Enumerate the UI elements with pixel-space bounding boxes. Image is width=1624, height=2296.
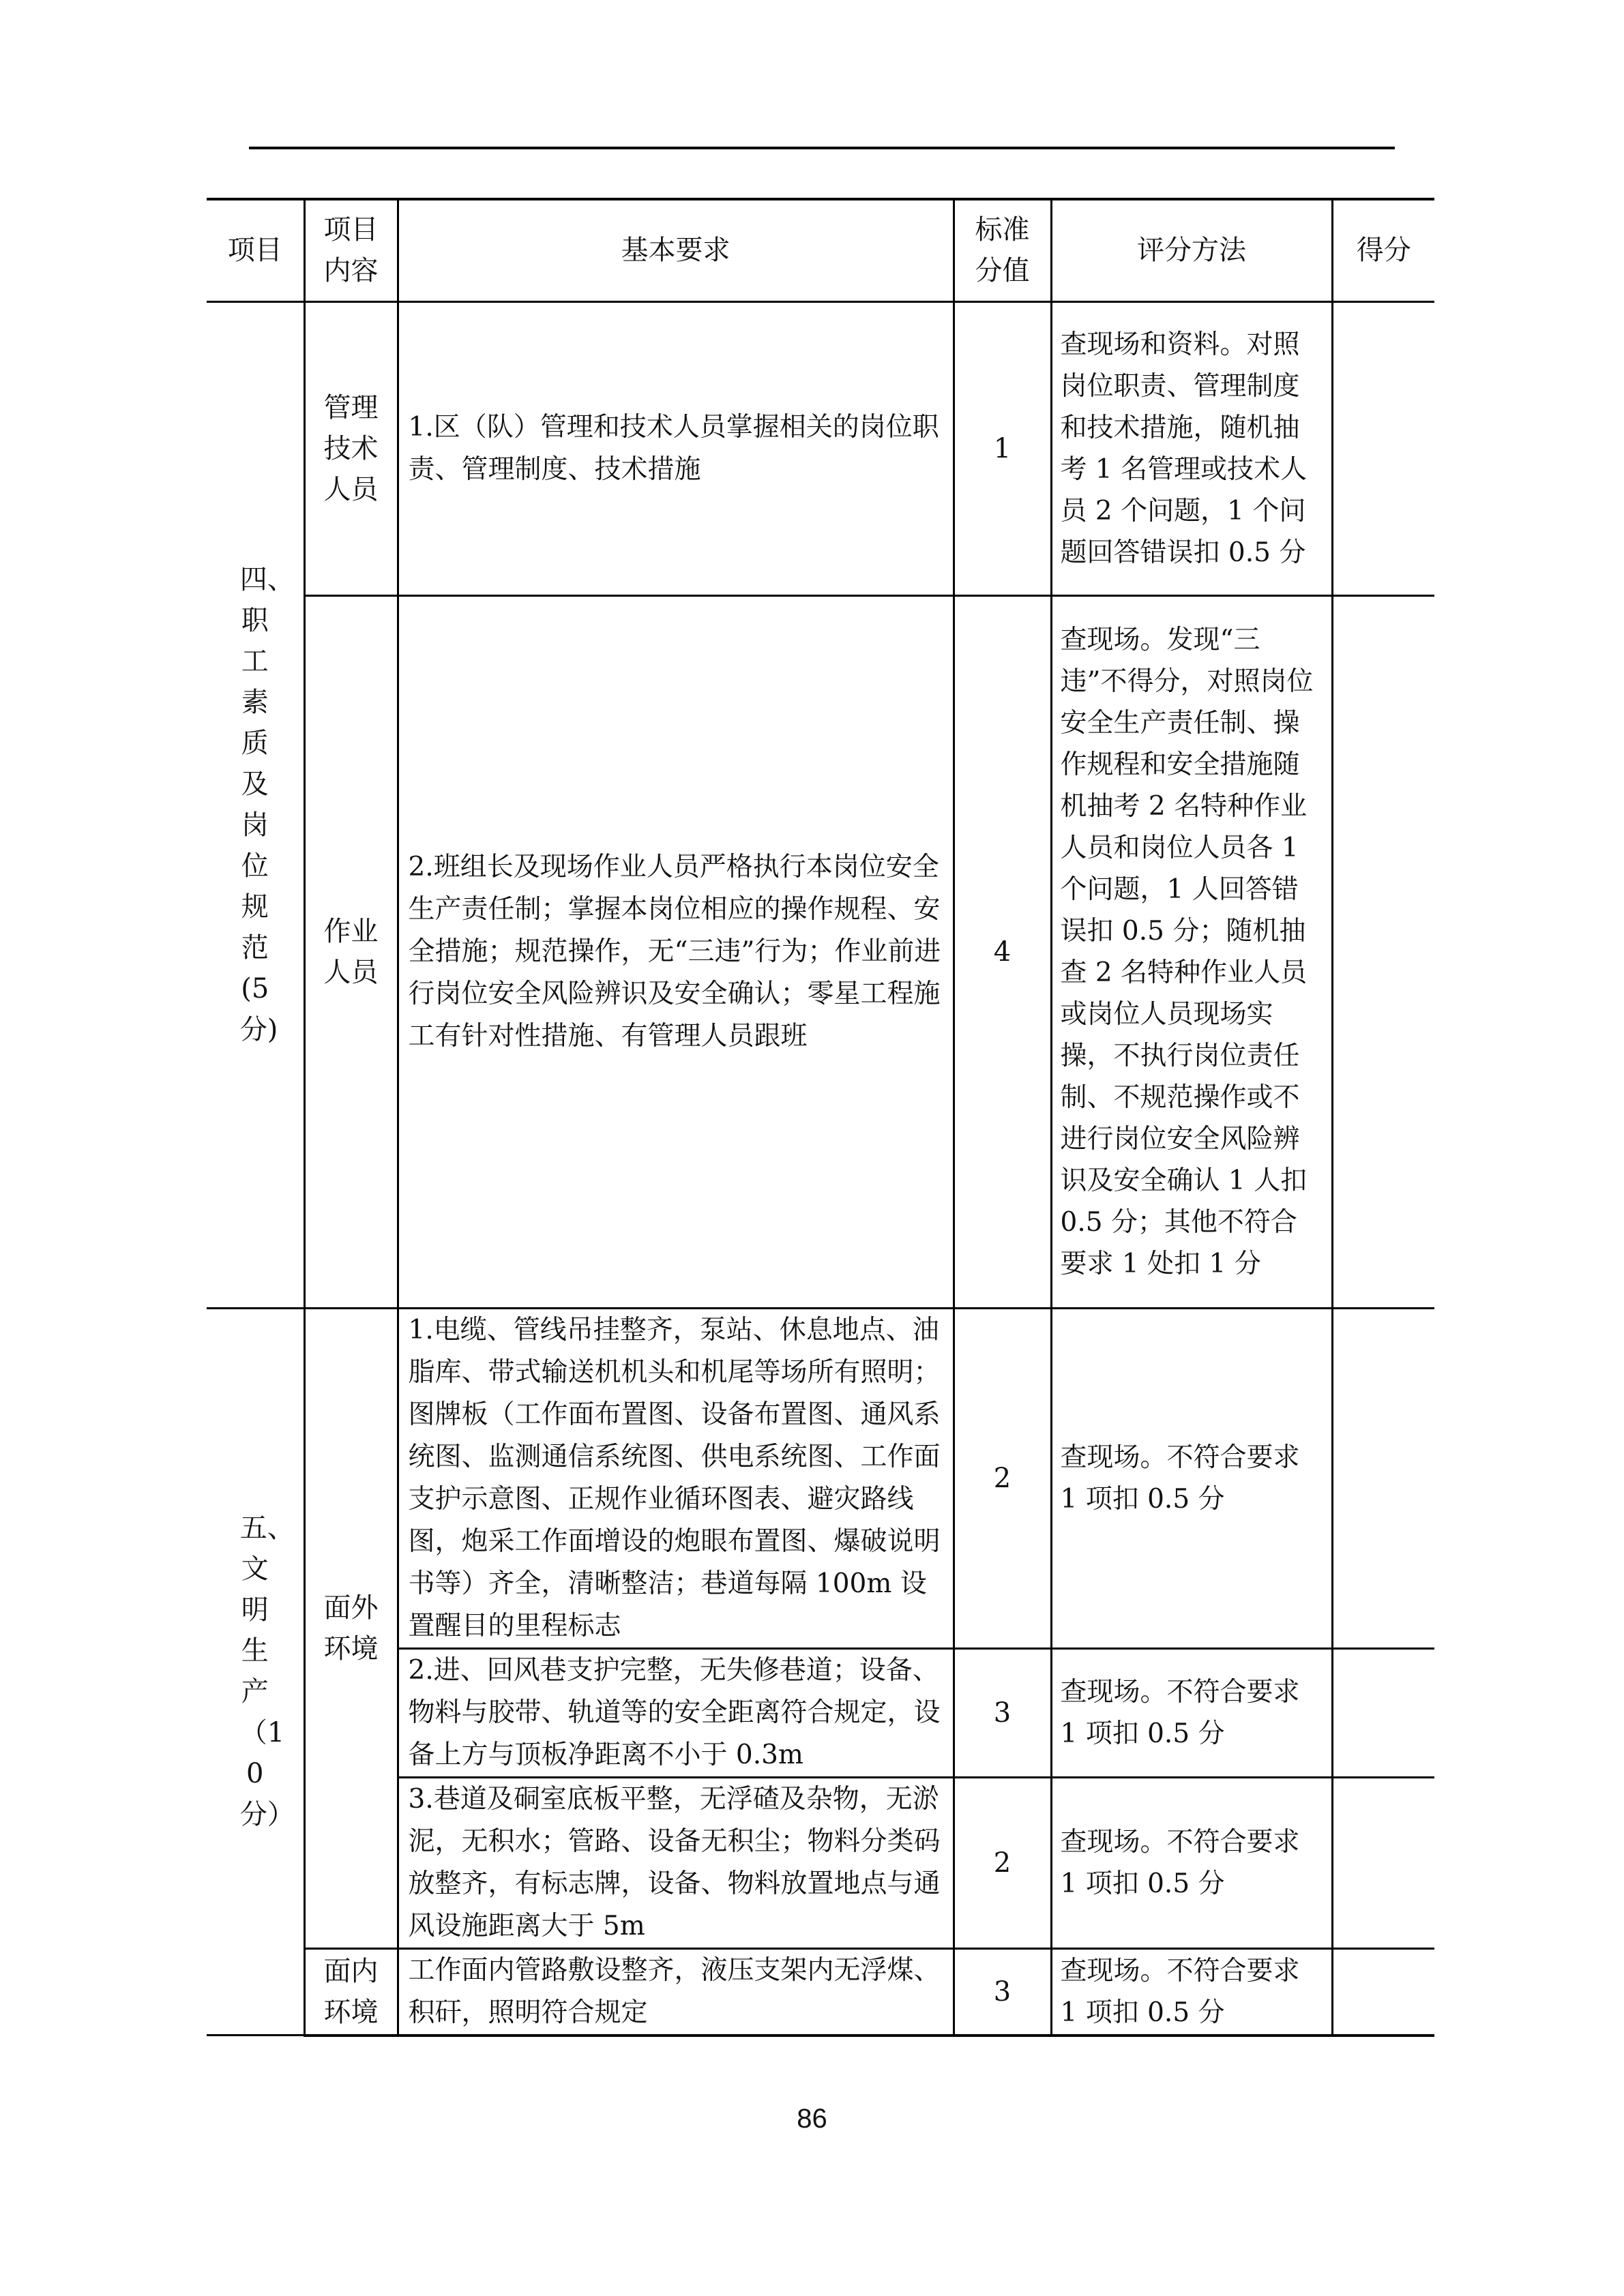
method-cell [1051,1777,1332,1948]
requirement-text: 1.区（队）管理和技术人员掌握相关的岗位职责、管理制度、技术措施 [408,411,939,485]
section-title: 五、文明生产（10分） [239,1512,295,1831]
score-cell[interactable] [1332,1648,1434,1777]
header-standard: 标准分值 [954,199,1051,301]
header-requirement: 基本要求 [398,199,954,301]
standard-value: 2 [954,1777,1051,1948]
method-cell [1051,1308,1332,1648]
method-text: 查现场。不符合要求 1 项扣 0.5 分 [1060,1826,1300,1899]
requirement-text: 2.进、回风巷支护完整，无失修巷道；设备、物料与胶带、轨道等的安全距离符合规定，设备上方与顶板净距离不小于 0.3m [408,1654,941,1770]
scoring-table [207,198,1434,2037]
item-content: 管理技术人员 [323,391,379,505]
requirement-cell [398,1948,954,2036]
requirement-text: 工作面内管路敷设整齐，液压支架内无浮煤、积矸，照明符合规定 [408,1954,941,2028]
method-cell [1051,301,1332,595]
standard-value: 4 [954,595,1051,1308]
requirement-cell [398,595,954,1308]
item-content-cell [304,595,398,1308]
requirement-text: 1.电缆、管线吊挂整齐，泵站、休息地点、油脂库、带式输送机机头和机尾等场所有照明；图牌板（工作面布置图、设备布置图、通风系统图、监测通信系统图、供电系统图、工作面支护示意图、正规作业循环图表、避灾路线图，炮采工作面增设的炮眼布置图、爆破说明书等）齐全，清晰整洁；巷道每隔 100m 设置醒目的里程标志 [408,1314,941,1641]
standard-value: 3 [954,1648,1051,1777]
table-row [207,1948,1434,2036]
score-cell[interactable] [1332,301,1434,595]
method-text: 查现场。不符合要求 1 项扣 0.5 分 [1060,1442,1300,1515]
item-content-cell [304,301,398,595]
item-content: 面内环境 [323,1955,379,2028]
header-method: 评分方法 [1051,199,1332,301]
standard-value: 2 [954,1308,1051,1648]
requirement-cell [398,1777,954,1948]
method-cell [1051,1948,1332,2036]
item-content: 作业人员 [323,915,379,988]
item-content-cell [304,1308,398,1948]
requirement-text: 3.巷道及硐室底板平整，无浮碴及杂物，无淤泥，无积水；管路、设备无积尘；物料分类码放整齐，有标志牌，设备、物料放置地点与通风设施距离大于 5m [408,1783,941,1941]
section-project-cell [207,1308,304,2036]
item-content-cell [304,1948,398,2036]
score-cell[interactable] [1332,1308,1434,1648]
table-header-row [207,199,1434,301]
method-text: 查现场和资料。对照岗位职责、管理制度和技术措施，随机抽考 1 名管理或技术人员 2 个问题，1 个问题回答错误扣 0.5 分 [1060,329,1308,568]
standard-value: 3 [954,1948,1051,2036]
method-cell [1051,1648,1332,1777]
item-content: 面外环境 [323,1592,379,1665]
section-project-cell [207,301,304,1308]
table-row [207,1308,1434,1648]
score-cell[interactable] [1332,1777,1434,1948]
header-content: 项目内容 [304,199,398,301]
requirement-cell [398,301,954,595]
method-text: 查现场。不符合要求 1 项扣 0.5 分 [1060,1676,1300,1749]
header-score: 得分 [1332,199,1434,301]
table-row [207,595,1434,1308]
score-cell[interactable] [1332,1948,1434,2036]
header-project: 项目 [207,199,304,301]
method-text: 查现场。不符合要求 1 项扣 0.5 分 [1060,1955,1300,2028]
score-cell[interactable] [1332,595,1434,1308]
section-title: 四、职工素质及岗位规范(5分) [239,564,295,1045]
requirement-text: 2.班组长及现场作业人员严格执行本岗位安全生产责任制；掌握本岗位相应的操作规程、安全措施；规范操作，无“三违”行为；作业前进行岗位安全风险辨识及安全确认；零星工程施工有针对性措施、有管理人员跟班 [408,851,941,1052]
header-rule [249,147,1395,149]
standard-value: 1 [954,301,1051,595]
method-cell [1051,595,1332,1308]
requirement-cell [398,1648,954,1777]
table-row [207,301,1434,595]
page-number: 86 [797,2104,827,2134]
requirement-cell [398,1308,954,1648]
method-text: 查现场。发现“三违”不得分，对照岗位安全生产责任制、操作规程和安全措施随机抽考 2 名特种作业人员和岗位人员各 1 个问题，1 人回答错误扣 0.5 分；随机抽查 2 名特种作业人员或岗位人员现场实操，不执行岗位责任制、不规范操作或不进行岗位安全风险辨识及安全确认 1 人扣 0.5 分；其他不符合要求 1 处扣 1 分 [1060,624,1314,1279]
